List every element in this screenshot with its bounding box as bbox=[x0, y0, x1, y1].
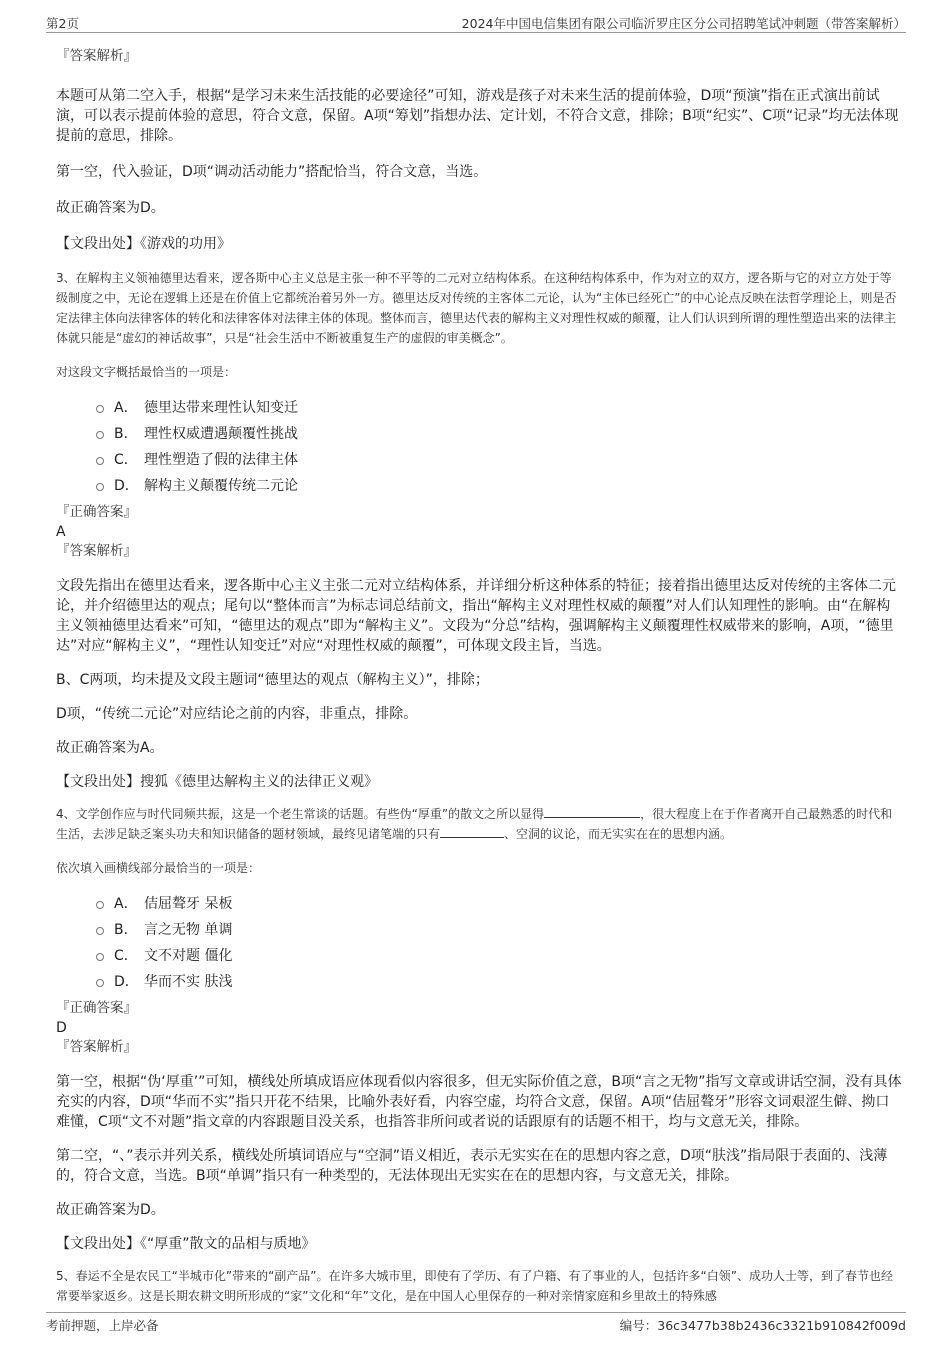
radio-icon[interactable] bbox=[96, 953, 104, 961]
answer-blank-1 bbox=[544, 805, 640, 818]
q3-stem: 3、在解构主义领袖德里达看来，逻各斯中心主义总是主张一种不平等的二元对立结构体系。在这种结构体系中，作为对立的双方，逻各斯与它的对立方处于等级制度之中，无论在逻辑上还是在价值上它都统治着另外一方。德里达反对传统的主客体二元论，认为“主体已经死亡”的中心论点反映在法哲学理论上，则是否定法律主体向法律客体的转化和法律客体对法律主体的体现。整体而言，德里达代表的解构主义对理性权威的颠覆，让人们认识到所谓的理性塑造出来的法律主体就只能是“虚幻的神话故事”，只是“社会生活中不断被重复生产的虚假的审美概念”。 bbox=[56, 271, 897, 345]
q4-analysis-para2: 第二空，“、”表示并列关系，横线处所填词语应与“空洞”语义相近，表示无实实在在的思想内容之意，D项“肤浅”指局限于表面的、浅薄的，符合文意，当选。B项“单调”指只有一种类型的，无法体现出无实实在在的思想内容，与文意无关，排除。 bbox=[56, 1148, 888, 1184]
q3-option-b[interactable]: B． 理性权威遭遇颠覆性挑战 bbox=[96, 420, 902, 446]
page-number: 第2页 bbox=[46, 16, 79, 31]
q3-option-d[interactable]: D． 解构主义颠覆传统二元论 bbox=[96, 472, 902, 498]
q4-stem: 4、文学创作应与时代同频共振，这是一个老生常谈的话题。有些伪“厚重”的散文之所以显得 ，很大程度上在于作者离开自己最熟悉的时代和生活，去涉足缺乏案头功夫和知识储备的题材领域，最终见诸笔端的只有 、空洞的议论，而无实实在在的思想内涵。 bbox=[56, 807, 893, 841]
q4-options bbox=[56, 890, 902, 994]
q4-option-d[interactable]: D． 华而不实 肤浅 bbox=[96, 968, 902, 994]
q3-analysis-label: 『答案解析』 bbox=[56, 543, 137, 559]
page-content bbox=[56, 40, 902, 1306]
q3-answer-label: 『正确答案』 bbox=[56, 504, 137, 520]
radio-icon[interactable] bbox=[96, 927, 104, 935]
q2-analysis-para2: 第一空，代入验证，D项“调动活动能力”搭配恰当，符合文意，当选。 bbox=[56, 164, 488, 180]
radio-icon[interactable] bbox=[96, 431, 104, 439]
q3-conclusion: 故正确答案为A。 bbox=[56, 740, 164, 756]
q4-answer: D bbox=[56, 1020, 67, 1036]
answer-blank-2 bbox=[440, 825, 504, 838]
q4-analysis-para1: 第一空，根据“伪‘厚重’”可知，横线处所填成语应体现看似内容很多，但无实际价值之意，B项“言之无物”指写文章或讲话空洞，没有具体充实的内容，D项“华而不实”指只开花不结果，比喻外表好看，内容空虚，均符合文意，保留。A项“佶屈聱牙”形容文词艰涩生僻、拗口难懂，C项“文不对题”指文章的内容跟题目没关系，也指答非所问或者说的话跟原有的话题不相干，均与文意无关，排除。 bbox=[56, 1074, 902, 1130]
q3-analysis-para1: 文段先指出在德里达看来，逻各斯中心主义主张二元对立结构体系，并详细分析这种体系的特征；接着指出德里达反对传统的主客体二元论，并介绍德里达的观点；尾句以“整体而言”为标志词总结前文，指出“解构主义对理性权威的颠覆”对人们认知理性的影响。由“在解构主义领袖德里达看来”可知，“德里达的观点”即为“解构主义”。文段为“分总”结构，强调解构主义颠覆理性权威带来的影响，A项，“德里达”对应“解构主义”，“理性认知变迁”对应“对理性权威的颠覆”，可体现文段主旨，当选。 bbox=[56, 578, 896, 654]
q4-answer-label: 『正确答案』 bbox=[56, 1000, 137, 1016]
q4-conclusion: 故正确答案为D。 bbox=[56, 1202, 165, 1218]
q3-option-a[interactable]: A． 德里达带来理性认知变迁 bbox=[96, 394, 902, 420]
q3-source: 【文段出处】搜狐《德里达解构主义的法律正义观》 bbox=[56, 774, 378, 790]
radio-icon[interactable] bbox=[96, 979, 104, 987]
q2-conclusion: 故正确答案为D。 bbox=[56, 200, 165, 216]
q4-prompt: 依次填入画横线部分最恰当的一项是： bbox=[56, 861, 261, 875]
q3-answer: A bbox=[56, 524, 66, 540]
radio-icon[interactable] bbox=[96, 483, 104, 491]
q4-analysis-label: 『答案解析』 bbox=[56, 1039, 137, 1055]
q4-option-a[interactable]: A． 佶屈聱牙 呆板 bbox=[96, 890, 902, 916]
radio-icon[interactable] bbox=[96, 405, 104, 413]
q4-source: 【文段出处】《“厚重”散文的品相与质地》 bbox=[56, 1236, 316, 1252]
radio-icon[interactable] bbox=[96, 457, 104, 465]
q5-stem: 5、春运不全是农民工“半城市化”带来的“副产品”。在许多大城市里，即使有了学历、有了户籍、有了事业的人，包括许多“白领”、成功人士等，到了春节也经常要举家返乡。这是长期农耕文明所形成的“家”文化和“年”文化，是在中国人心里保存的一种对亲情家庭和乡里故土的特殊感 bbox=[56, 1269, 893, 1303]
q3-option-c[interactable]: C． 理性塑造了假的法律主体 bbox=[96, 446, 902, 472]
q4-option-c[interactable]: C． 文不对题 僵化 bbox=[96, 942, 902, 968]
page-footer bbox=[46, 1312, 906, 1333]
q2-analysis-label: 『答案解析』 bbox=[56, 48, 137, 64]
document-title: 2024年中国电信集团有限公司临沂罗庄区分公司招聘笔试冲刺题（带答案解析） bbox=[461, 16, 906, 31]
q3-prompt: 对这段文字概括最恰当的一项是： bbox=[56, 365, 237, 379]
q2-source: 【文段出处】《游戏的功用》 bbox=[56, 236, 231, 252]
q3-options bbox=[56, 394, 902, 498]
q2-analysis-para1: 本题可从第二空入手，根据“是学习未来生活技能的必要途径”可知，游戏是孩子对未来生活的提前体验，D项“预演”指在正式演出前试演，可以表示提前体验的意思，符合文意，保留。A项“筹划”指想办法、定计划，不符合文意，排除；B项“纪实”、C项“记录”均无法体现提前的意思，排除。 bbox=[56, 88, 899, 144]
page-header bbox=[46, 12, 906, 33]
document-code: 编号：36c3477b38b2436c3321b910842f009d bbox=[619, 1318, 906, 1333]
q4-option-b[interactable]: B． 言之无物 单调 bbox=[96, 916, 902, 942]
footer-slogan: 考前押题，上岸必备 bbox=[46, 1318, 159, 1333]
q3-analysis-para2: B、C两项，均未提及文段主题词“德里达的观点（解构主义）”，排除； bbox=[56, 672, 489, 688]
radio-icon[interactable] bbox=[96, 901, 104, 909]
q3-analysis-para3: D项，“传统二元论”对应结论之前的内容，非重点，排除。 bbox=[56, 706, 418, 722]
